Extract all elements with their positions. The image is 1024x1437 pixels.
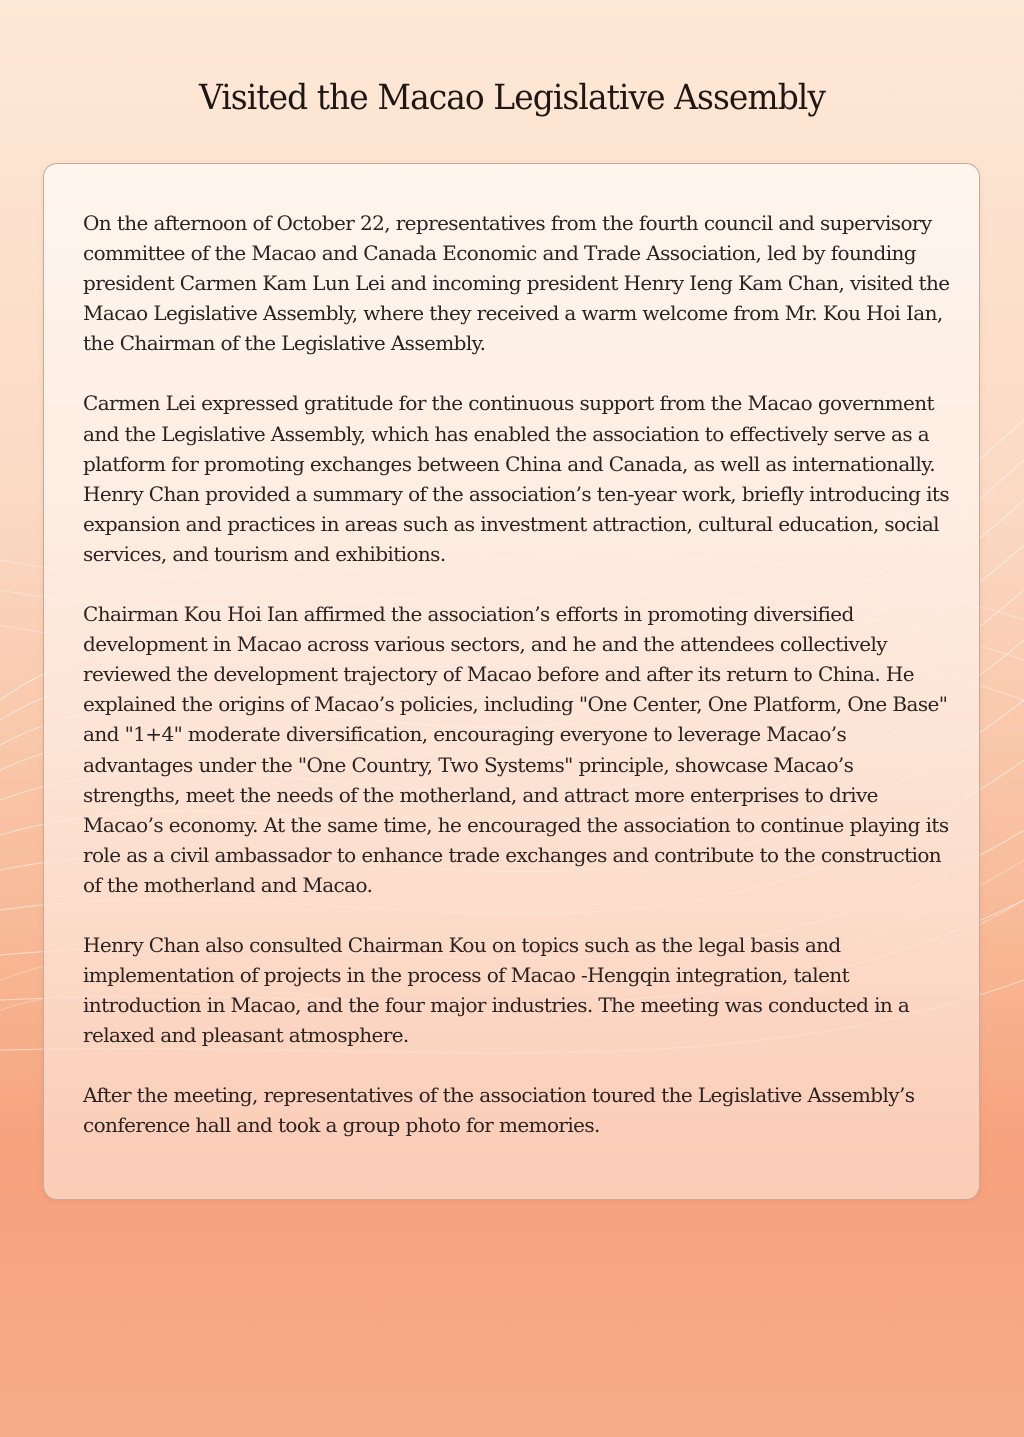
article-paragraph: Carmen Lei expressed gratitude for the continuous support from the Macao government and the Legislative Assembly, which has enabled the association to effectively serve as a platform for promoting exchanges between China and Canada, as well as internationally. Henry Chan provided a summary of the association’s ten-year work, briefly introducing its expansion and practices in areas such as investment attraction, cultural education, social services, and tourism and exhibitions. xyxy=(83,391,950,566)
article-paragraph: Chairman Kou Hoi Ian affirmed the association’s efforts in promoting diversified development in Macao across various sectors, and he and the attendees collectively reviewed the development trajectory of Macao before and after its return to China. He explained the origins of Macao’s policies, including "One Center, One Platform, One Base" and "1+4" moderate diversification, encouraging everyone to leverage Macao’s advantages under the "One Country, Two Systems" principle, showcase Macao’s strengths, meet the needs of the motherland, and attract more enterprises to drive Macao’s economy. At the same time, he encouraged the association to continue playing its role as a civil ambassador to enhance trade exchanges and contribute to the construction of the motherland and Macao. xyxy=(83,602,949,897)
article-paragraph: After the meeting, representatives of the association toured the Legislative Assembly’s conference hall and took a group photo for memories. xyxy=(83,1083,915,1138)
article-paragraph: On the afternoon of October 22, representatives from the fourth council and supervisory committee of the Macao and Canada Economic and Trade Association, led by founding president Carmen Kam Lun Lei and incoming president Henry Ieng Kam Chan, visited the Macao Legislative Assembly, where they received a warm welcome from Mr. Kou Hoi Ian, the Chairman of the Legislative Assembly. xyxy=(83,211,950,356)
article-paragraph: Henry Chan also consulted Chairman Kou on topics such as the legal basis and implementation of projects in the process of Macao -Hengqin integration, talent introduction in Macao, and the four major industries. The meeting was conducted in a relaxed and pleasant atmosphere. xyxy=(83,932,910,1048)
page-title: Visited the Macao Legislative Assembly xyxy=(198,78,826,118)
article-body xyxy=(83,208,951,1171)
